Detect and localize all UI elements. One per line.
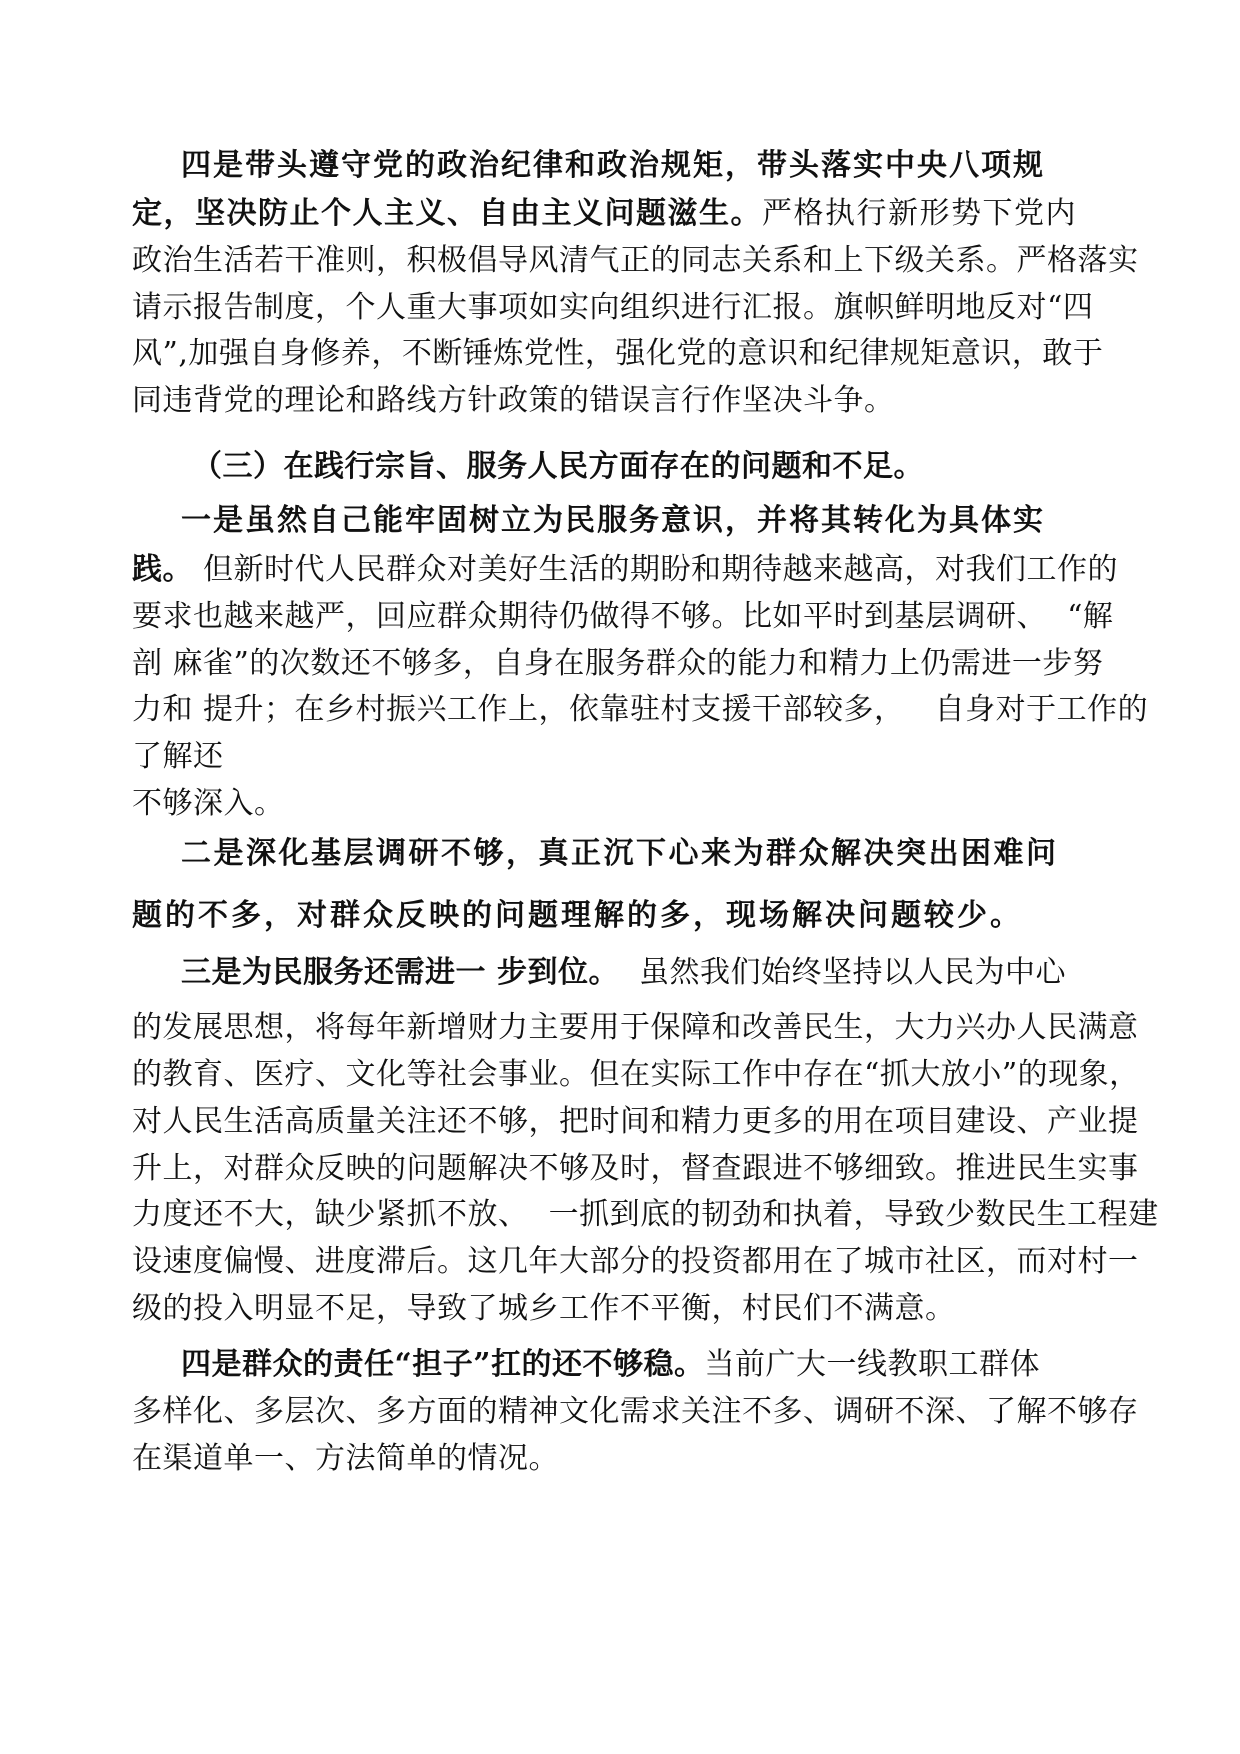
item-1-line-2 [132,552,1118,588]
para-4-line-2-rest: 严格执行新形势下党内 [762,196,1077,231]
item-1-line-7: 不够深入。 [132,786,285,821]
item-1-line-6: 了解还 [132,739,224,774]
item-3-line-1-bold: 三是为民服务还需进一 步到位。 [181,955,619,990]
item-1-line-1: 一是虽然自己能牢固树立为民服务意识，并将其转化为具体实 [181,503,1045,538]
item-4-line-3: 在渠道单一、方法简单的情况。 [132,1441,559,1476]
para-4-line-1: 四是带头遵守党的政治纪律和政治规矩，带头落实中央八项规 [181,148,1045,183]
item-1-line-3: 要求也越来越严，回应群众期待仍做得不够。比如平时到基层调研、 “解 [132,599,1114,634]
item-3-line-3: 的教育、医疗、文化等社会事业。但在实际工作中存在“抓大放小”的现象， [132,1057,1140,1092]
item-3-line-4: 对人民生活高质量关注还不够，把时间和精力更多的用在项目建设、产业提 [132,1104,1139,1139]
item-1-line-5: 力和 提升；在乡村振兴工作上，依靠驻村支援干部较多， 自身对于工作的 [132,692,1149,727]
item-1-line-4: 剖 麻雀”的次数还不够多，自身在服务群众的能力和精力上仍需进一步努 [132,646,1104,681]
item-4-line-1-bold: 四是群众的责任“担子”扛的还不够稳。 [181,1347,705,1382]
item-3-line-7: 设速度偏慢、进度滞后。这几年大部分的投资都用在了城市社区，而对村一 [132,1244,1139,1279]
section-3-heading: （三）在践行宗旨、服务人民方面存在的问题和不足。 [192,449,924,484]
item-3-line-6: 力度还不大，缺少紧抓不放、 一抓到底的韧劲和执着，导致少数民生工程建 [132,1197,1159,1232]
item-4-line-1 [181,1347,1040,1383]
item-3-line-2: 的发展思想，将每年新增财力主要用于保障和改善民生，大力兴办人民满意 [132,1010,1139,1045]
item-4-line-2: 多样化、多层次、多方面的精神文化需求关注不多、调研不深、了解不够存 [132,1394,1139,1429]
para-4-line-6: 同违背党的理论和路线方针政策的错误言行作坚决斗争。 [132,383,895,418]
item-3-line-1-rest: 虽然我们始终坚持以人民为中心 [618,955,1067,990]
item-3-line-1 [181,955,1066,991]
para-4-line-5: 风”,加强自身修养，不断锤炼党性，强化党的意识和纪律规矩意识，敢于 [132,336,1104,371]
item-4-line-1-rest: 当前广大一线教职工群体 [704,1347,1041,1382]
para-4-line-2-bold: 定，坚决防止个人主义、自由主义问题滋生。 [132,196,762,231]
item-2-line-1: 二是深化基层调研不够，真正沉下心来为群众解决突出困难问 [181,836,1059,871]
item-3-line-8: 级的投入明显不足，导致了城乡工作不平衡，村民们不满意。 [132,1291,956,1326]
para-4-line-2 [132,196,1077,232]
item-3-line-5: 升上，对群众反映的问题解决不够及时，督查跟进不够细致。推进民生实事 [132,1151,1139,1186]
para-4-line-3: 政治生活若干准则，积极倡导风清气正的同志关系和上下级关系。严格落实 [132,243,1139,278]
item-1-line-2-rest: 但新时代人民群众对美好生活的期盼和期待越来越高，对我们工作的 [193,552,1119,587]
item-1-line-2-bold: 践。 [132,552,193,587]
item-2-line-2: 题的不多，对群众反映的问题理解的多，现场解决问题较少。 [132,898,1023,933]
para-4-line-4: 请示报告制度，个人重大事项如实向组织进行汇报。旗帜鲜明地反对“四 [132,290,1094,325]
